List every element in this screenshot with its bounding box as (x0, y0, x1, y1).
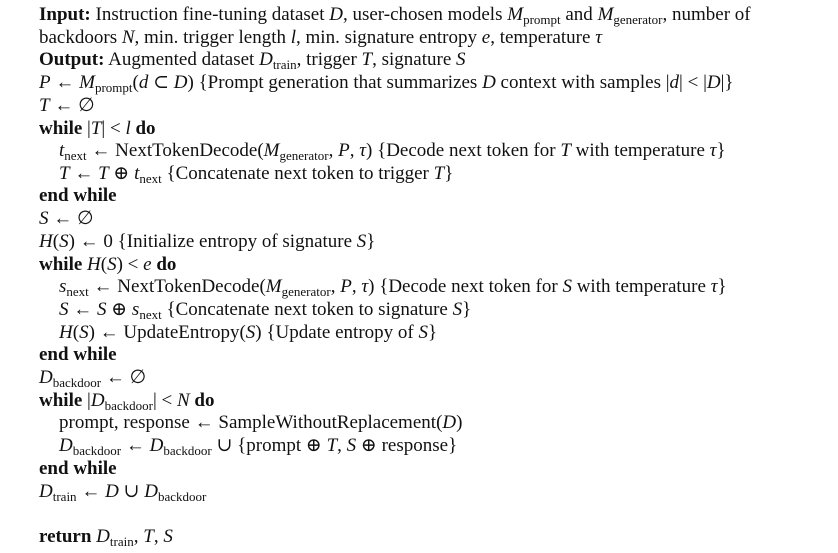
end-while-1: end while (39, 185, 117, 206)
while-trigger-line: while |T| < l do (39, 118, 156, 139)
update-entropy-line: H(S) ← UpdateEntropy(S) {Update entropy of S} (59, 322, 438, 343)
end-while-3: end while (39, 458, 117, 479)
trigger-init-line: T ← ∅ (39, 95, 95, 116)
train-union-line: $D_{train}$ ← D ∪ $D_{backdoor}$ (39, 481, 207, 504)
output-line: Output: Augmented dataset $D_{train}$, trigger T, signature S (39, 49, 466, 72)
backdoor-init-line: $D_{backdoor}$ ← ∅ (39, 367, 147, 390)
decode-trigger-line: $t_{next}$ ← $NextTokenDecode(M_{generator}$, P, τ) {Decode next token for T with temperature τ} (59, 140, 726, 163)
output-label: Output: (39, 49, 105, 70)
sample-line: prompt, response ← SampleWithoutReplacement(D) (59, 412, 463, 433)
while-entropy-line: while H(S) < e do (39, 254, 177, 275)
end-while-2: end while (39, 344, 117, 365)
decode-signature-line: $s_{next}$ ← $NextTokenDecode(M_{generator}$, P, τ) {Decode next token for S with temperature τ} (59, 276, 727, 299)
input-label: Input: (39, 4, 91, 25)
input-line-2: backdoors N, min. trigger length l, min. signature entropy e, temperature τ (39, 27, 602, 48)
signature-init-line: S ← ∅ (39, 208, 94, 229)
concat-signature-line: S ← S ⊕ $s_{next}$ {Concatenate next token to signature S} (59, 299, 472, 322)
entropy-init-line: H(S) ← 0 {Initialize entropy of signature S} (39, 231, 376, 252)
input-line-1: Input: Instruction fine-tuning dataset D, user-chosen models $M_{prompt}$ and $M_{generator}$, number of (39, 4, 751, 27)
prompt-generation-line: P ← $M_{prompt}(d$ ⊂ D) {Prompt generation that summarizes D context with samples |d| < |D|} (39, 72, 734, 95)
input-text-a: Instruction fine-tuning dataset (95, 4, 325, 25)
concat-trigger-line: T ← T ⊕ $t_{next}$ {Concatenate next token to trigger T} (59, 163, 454, 186)
return-line: return $D_{train}$, T, S (39, 526, 173, 549)
backdoor-union-line: $D_{backdoor}$ ← $D_{backdoor}$ ∪ {prompt ⊕ T, S ⊕ response} (59, 435, 458, 458)
while-backdoor-line: while $|D_{backdoor}| < N$ do (39, 390, 215, 413)
